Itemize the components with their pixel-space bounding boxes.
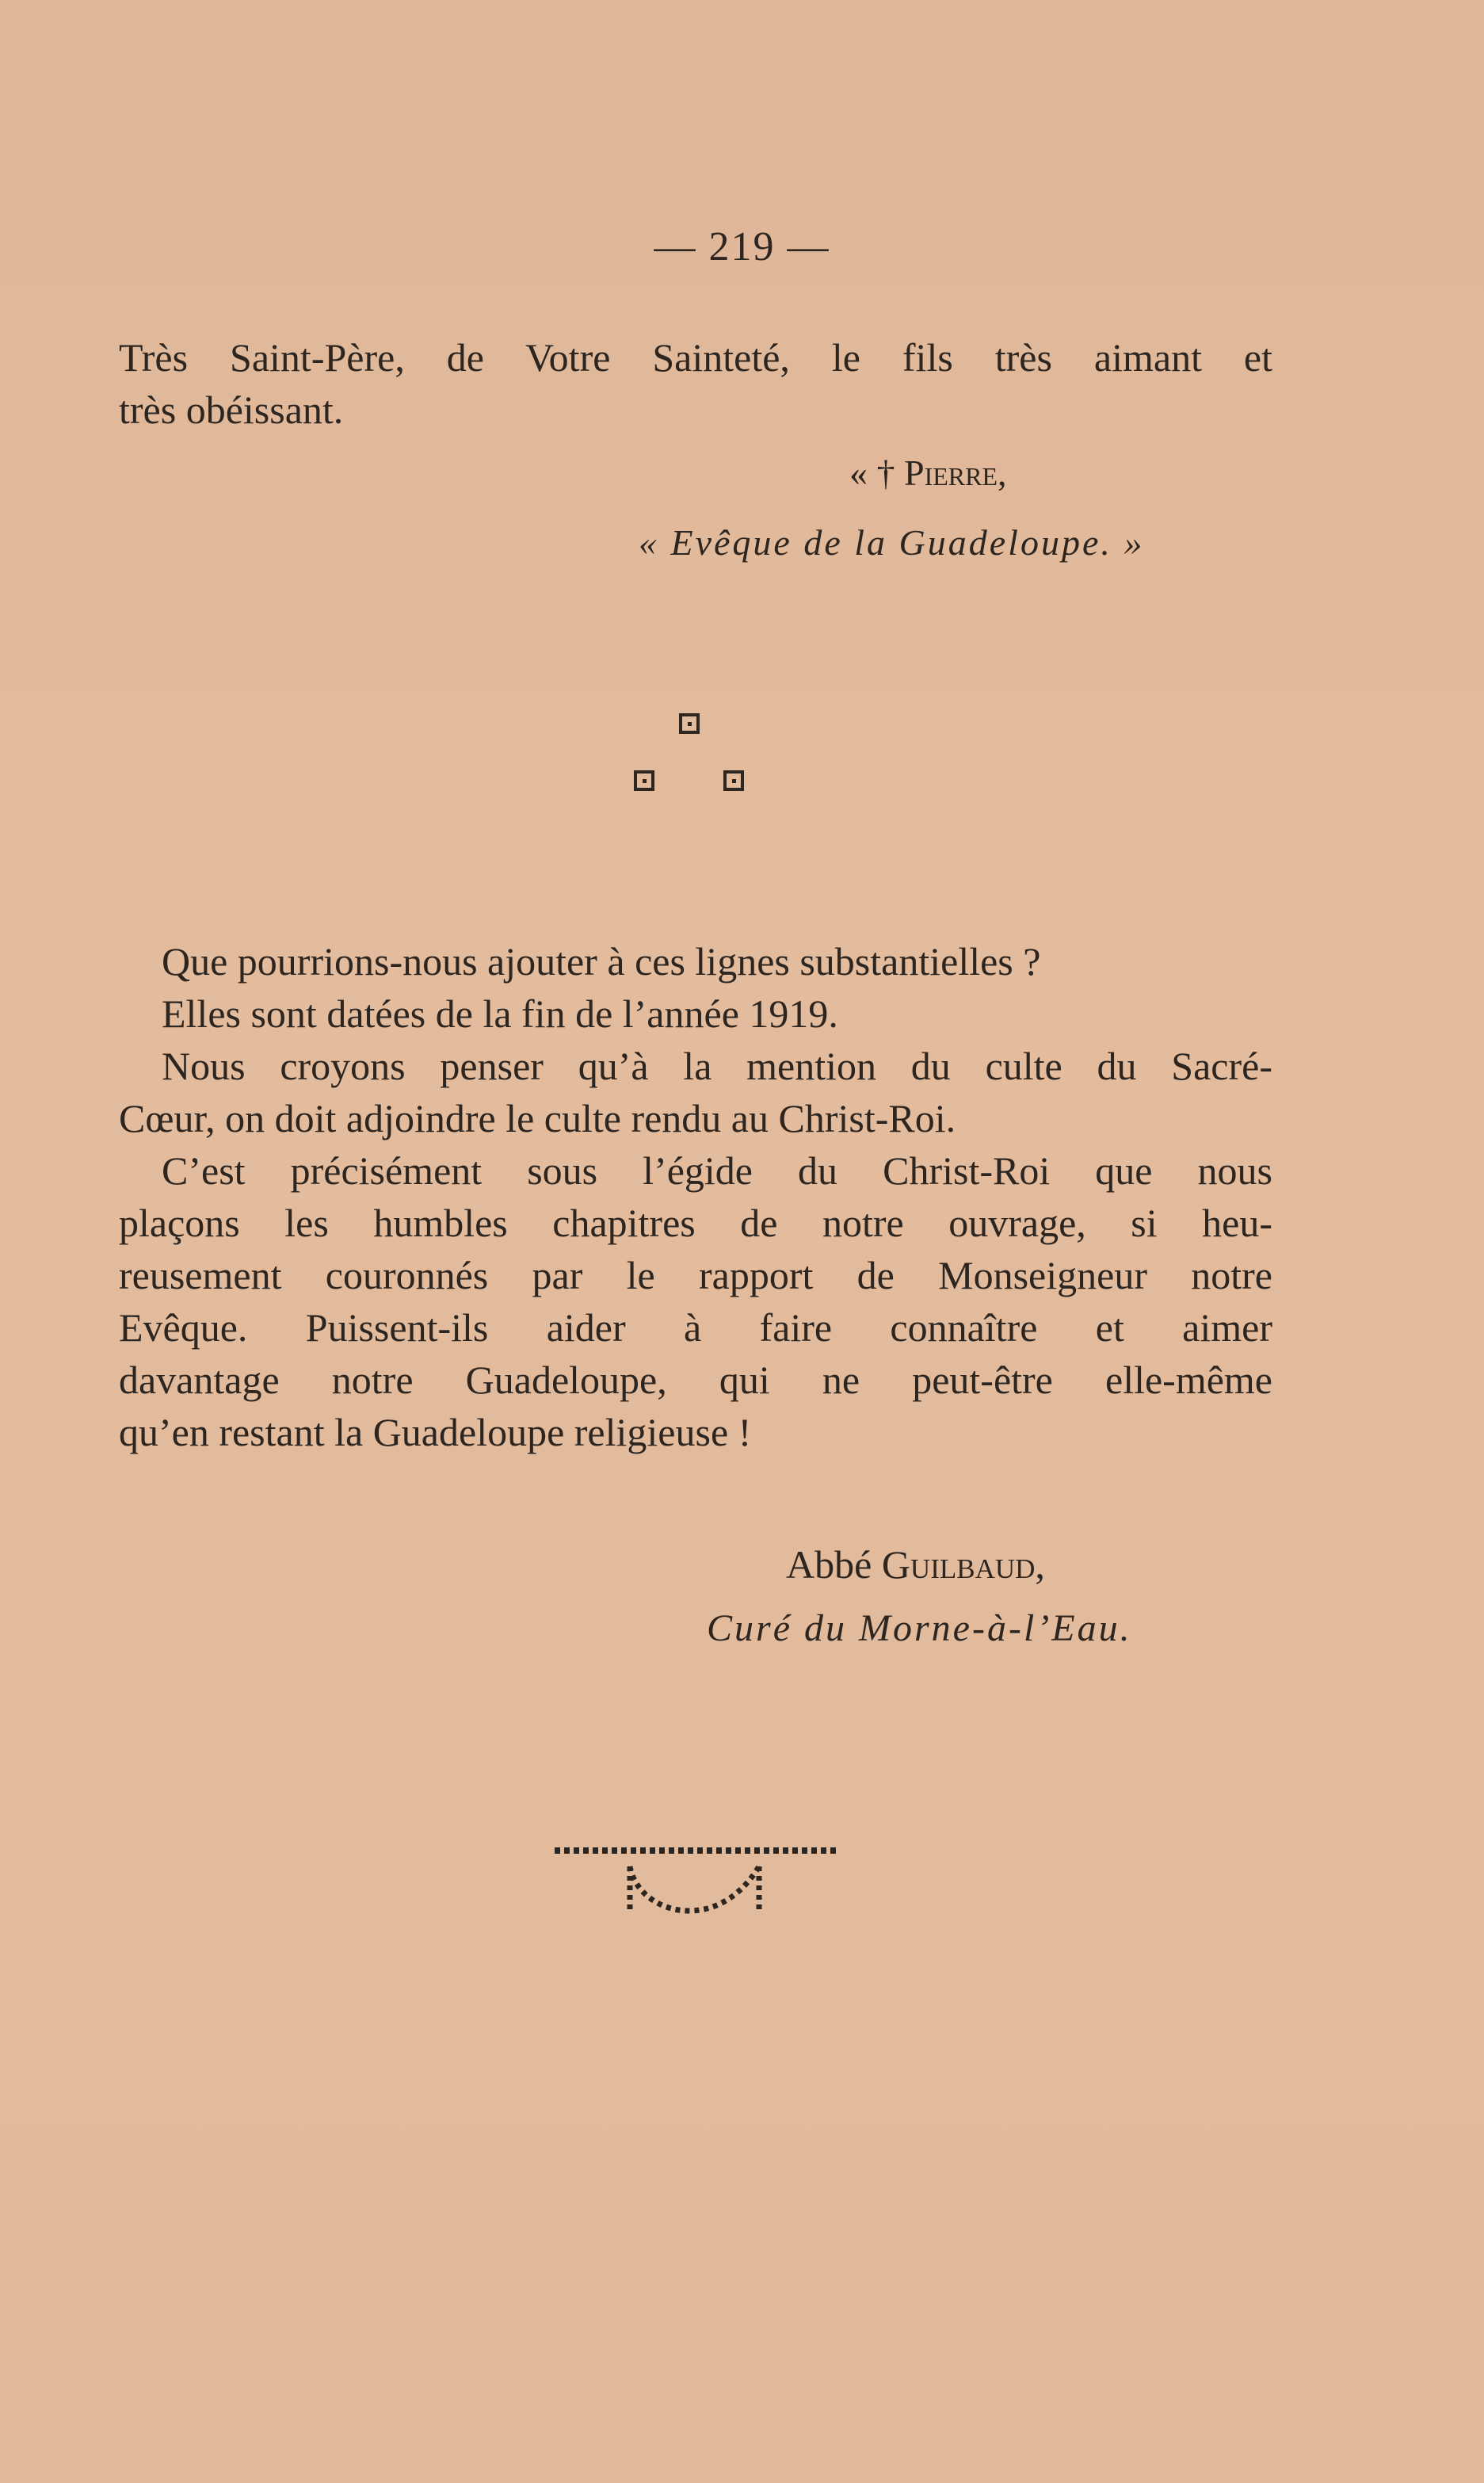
cross-icon: † bbox=[876, 453, 895, 493]
letter-closing bbox=[119, 331, 1272, 436]
paragraph-4-line: reusement couronnés par le rapport de Monseigneur notre bbox=[119, 1253, 1272, 1297]
bishop-name: Pierre, bbox=[904, 453, 1007, 493]
square-ornament-right bbox=[723, 770, 744, 791]
paragraph-4 bbox=[119, 1144, 1272, 1458]
author-signature-name-line bbox=[786, 1541, 1045, 1587]
paragraph-2: Elles sont datées de la fin de l’année 1919. bbox=[162, 991, 838, 1036]
paragraph-4-line: C’est précisément sous l’égide du Christ-Roi que nous bbox=[162, 1148, 1272, 1193]
paragraph-4-line: Evêque. Puissent-ils aider à faire connaître et aimer bbox=[119, 1305, 1272, 1350]
page-number: — 219 — bbox=[654, 224, 830, 269]
square-ornament-icon bbox=[634, 713, 761, 800]
paragraph-1: Que pourrions-nous ajouter à ces lignes substantielles ? bbox=[162, 939, 1041, 984]
paragraph-3-line: Nous croyons penser qu’à la mention du culte du Sacré- bbox=[162, 1044, 1272, 1088]
paragraph-3 bbox=[119, 1040, 1272, 1144]
paragraph-4-line: plaçons les humbles chapitres de notre ouvrage, si heu- bbox=[119, 1201, 1272, 1245]
square-ornament-left bbox=[634, 770, 654, 791]
paragraph-3-line: Cœur, on doit adjoindre le culte rendu au Christ-Roi. bbox=[119, 1096, 956, 1140]
letter-closing-line-2: très obéissant. bbox=[119, 388, 344, 432]
author-title: Curé du Morne-à-l’Eau. bbox=[707, 1607, 1132, 1649]
paragraph-4-line: qu’en restant la Guadeloupe religieuse ! bbox=[119, 1410, 752, 1454]
bishop-title: « Evêque de la Guadeloupe. » bbox=[639, 522, 1145, 563]
tail-ornament-icon bbox=[555, 1843, 840, 1922]
paragraph-4-line: davantage notre Guadeloupe, qui ne peut-être elle-même bbox=[119, 1358, 1272, 1402]
open-quote: « bbox=[849, 453, 868, 493]
square-ornament-top bbox=[679, 713, 700, 734]
author-name: Guilbaud, bbox=[881, 1542, 1045, 1587]
letter-closing-line-1: Très Saint-Père, de Votre Sainteté, le fils très aimant et bbox=[119, 335, 1272, 380]
body-text bbox=[119, 935, 1272, 1458]
bishop-signature-name-line bbox=[849, 452, 1007, 494]
author-prefix: Abbé bbox=[786, 1542, 872, 1587]
